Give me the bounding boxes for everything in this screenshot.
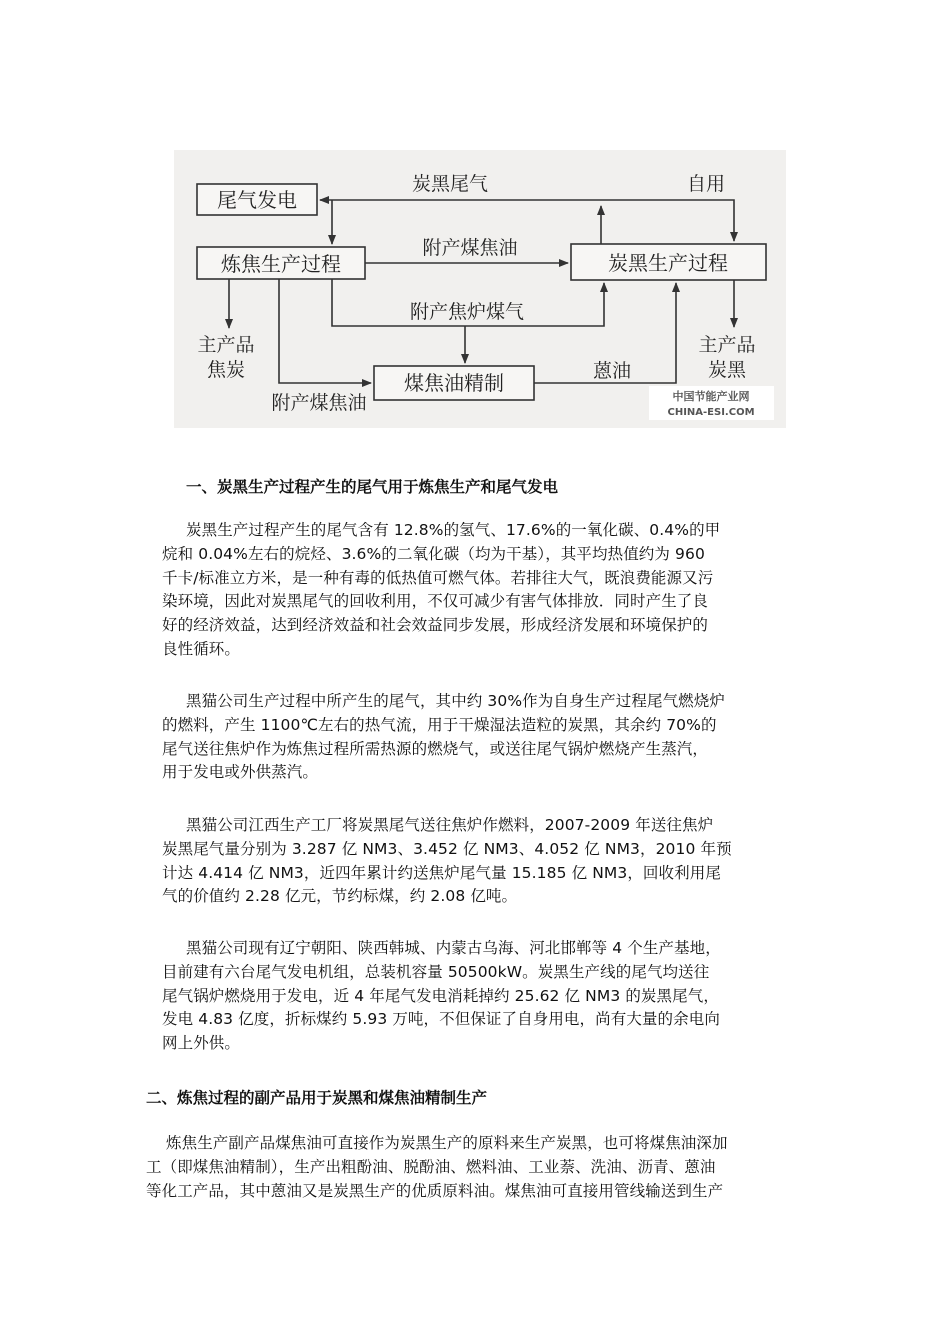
label-anthracene-oil: 蒽油 — [592, 360, 632, 382]
node-coal-tar-refining: 煤焦油精制 — [404, 371, 504, 395]
label-main-product-left: 主产品 — [197, 334, 255, 356]
section-1-paragraph-4 — [162, 937, 721, 1056]
label-self-use: 自用 — [686, 173, 726, 195]
label-byproduct-coke-oven-gas: 附产焦炉煤气 — [409, 301, 525, 323]
process-flow-diagram — [174, 150, 786, 428]
node-tail-gas-power: 尾气发电 — [217, 188, 297, 212]
watermark-line1: 中国节能产业网 — [672, 390, 750, 403]
paragraph-line: 用于发电或外供蒸汽。 — [162, 763, 319, 782]
paragraph-line: 黑猫公司生产过程中所产生的尾气，其中约 30%作为自身生产过程尾气燃烧炉 — [186, 692, 725, 710]
paragraph-line: 良性循环。 — [162, 639, 241, 658]
section-1-paragraph-1 — [162, 519, 720, 662]
paragraph-line: 网上外供。 — [162, 1034, 241, 1053]
paragraph-line: 发电 4.83 亿度，折标煤约 5.93 万吨，不但保证了自身用电，尚有大量的余电向 — [162, 1010, 720, 1029]
label-carbon-black: 炭黑 — [707, 359, 747, 381]
watermark-line2: CHINA-ESI.COM — [667, 407, 755, 418]
label-coke: 焦炭 — [206, 359, 246, 381]
paragraph-line: 黑猫公司江西生产工厂将炭黑尾气送往焦炉作燃料，2007-2009 年送往焦炉 — [186, 816, 714, 834]
paragraph-line: 好的经济效益，达到经济效益和社会效益同步发展，形成经济发展和环境保护的 — [162, 616, 709, 635]
label-byproduct-coal-tar-top: 附产煤焦油 — [422, 237, 518, 259]
paragraph-line: 烷和 0.04%左右的烷烃、3.6%的二氧化碳（均为干基），其平均热值约为 960 — [162, 544, 705, 563]
arrow-coal-tar-bottom — [279, 279, 371, 383]
paragraph-line: 千卡/标准立方米，是一种有毒的低热值可燃气体。若排往大气，既浪费能源又污 — [162, 568, 714, 587]
paragraph-line: 计达 4.414 亿 NM3，近四年累计约送焦炉尾气量 15.185 亿 NM3，回收利用尾 — [162, 863, 721, 882]
node-coking-process: 炼焦生产过程 — [221, 252, 341, 276]
node-carbon-black-process: 炭黑生产过程 — [608, 251, 728, 275]
label-carbon-black-tail-gas: 炭黑尾气 — [411, 173, 489, 195]
paragraph-line: 目前建有六台尾气发电机组，总装机容量 50500kW。炭黑生产线的尾气均送往 — [162, 962, 710, 981]
section-1-title: 一、炭黑生产过程产生的尾气用于炼焦生产和尾气发电 — [186, 478, 559, 496]
paragraph-line: 尾气锅炉燃烧用于发电，近 4 年尾气发电消耗掉约 25.62 亿 NM3 的炭黑尾气， — [162, 986, 719, 1005]
section-2-title: 二、炼焦过程的副产品用于炭黑和煤焦油精制生产 — [146, 1089, 488, 1107]
paragraph-line: 的燃料，产生 1100℃左右的热气流，用于干燥湿法造粒的炭黑，其余约 70%的 — [162, 715, 717, 734]
paragraph-line: 炭黑尾气量分别为 3.287 亿 NM3、3.452 亿 NM3、4.052 亿 NM3，2010 年预 — [162, 839, 732, 858]
section-1-paragraph-2 — [162, 690, 725, 785]
section-1-paragraph-3 — [162, 814, 732, 909]
paragraph-line: 染环境，因此对炭黑尾气的回收利用，不仅可减少有害气体排放．同时产生了良 — [162, 592, 709, 611]
paragraph-line: 尾气送往焦炉作为炼焦过程所需热源的燃烧气，或送往尾气锅炉燃烧产生蒸汽， — [162, 739, 709, 758]
paragraph-line: 炭黑生产过程产生的尾气含有 12.8%的氢气、17.6%的一氧化碳、0.4%的甲 — [186, 521, 721, 539]
flow-diagram-svg — [174, 150, 786, 428]
label-main-product-right: 主产品 — [698, 334, 756, 356]
paragraph-line: 气的价值约 2.28 亿元，节约标煤，约 2.08 亿吨。 — [162, 887, 518, 906]
paragraph-line: 工（即煤焦油精制），生产出粗酚油、脱酚油、燃料油、工业萘、洗油、沥青、蒽油 — [146, 1157, 716, 1176]
label-byproduct-coal-tar-bottom: 附产煤焦油 — [271, 392, 367, 414]
paragraph-line: 等化工产品，其中蒽油又是炭黑生产的优质原料油。煤焦油可直接用管线输送到生产 — [146, 1181, 724, 1200]
arrow-self-use — [601, 200, 734, 241]
paragraph-line: 黑猫公司现有辽宁朝阳、陕西韩城、内蒙古乌海、河北邯郸等 4 个生产基地， — [186, 939, 721, 957]
section-2-paragraph-1 — [146, 1132, 728, 1203]
paragraph-line: 炼焦生产副产品煤焦油可直接作为炭黑生产的原料来生产炭黑，也可将煤焦油深加 — [166, 1134, 728, 1152]
